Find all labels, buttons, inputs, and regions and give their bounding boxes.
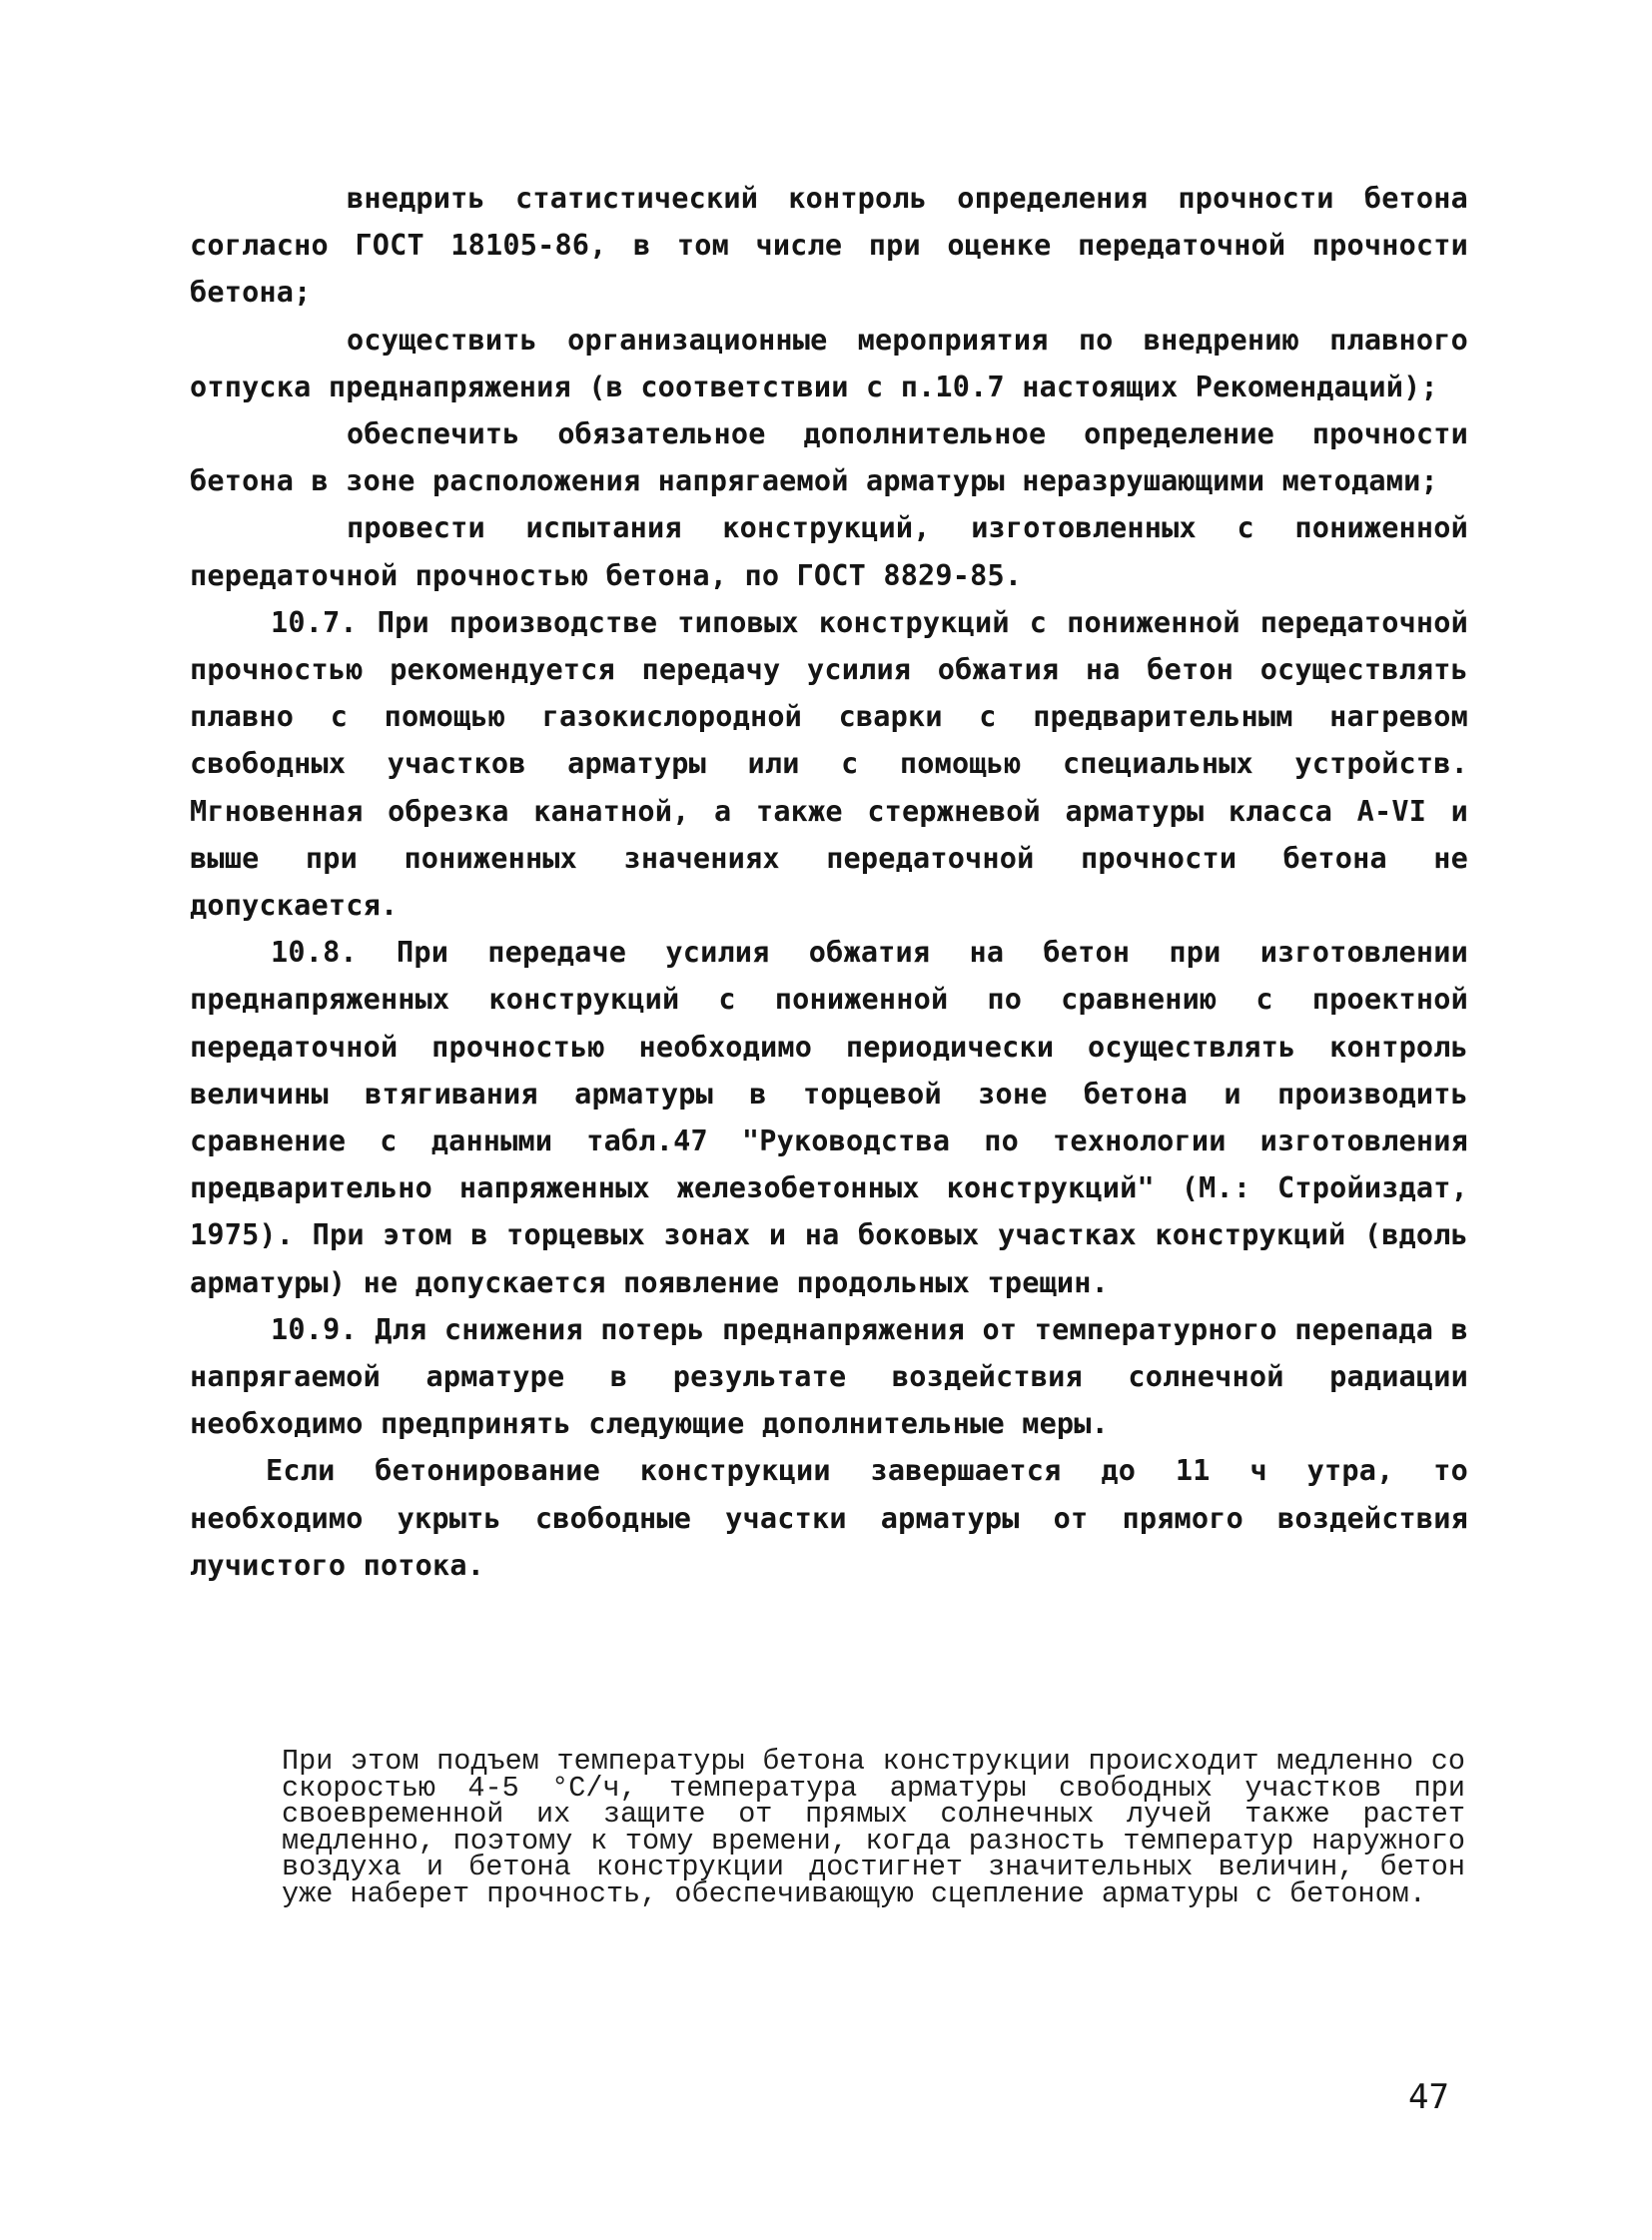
paragraph-testing: провести испытания конструкций, изготовленных с пониженной передаточной прочностью бетона, по ГОСТ 8829-85.: [190, 511, 1468, 592]
paragraph-additional-strength-check: обеспечить обязательное дополнительное определение прочности бетона в зоне расположения напрягаемой арматуры неразрушающими методами;: [190, 417, 1468, 498]
section-10-7: 10.7. При производстве типовых конструкций с пониженной передаточной прочностью рекомендуется передачу усилия обжатия на бетон осуществлять плавно с помощью газокислородной сварки с предварительным нагревом свободных участков арматуры или с помощью специальных устройств. Мгновенная обрезка канатной, а также стержневой арматуры класса А-VI и выше при пониженных значениях передаточной прочности бетона не допускается.: [190, 605, 1468, 923]
paragraph-concreting-before-11: Если бетонирование конструкции завершается до 11 ч утра, то необходимо укрыть свободные участки арматуры от прямого воздействия лучистого потока.: [190, 1454, 1468, 1582]
paragraph-organizational-measures: осуществить организационные мероприятия по внедрению плавного отпуска преднапряжения (в соответствии с п.10.7 настоящих Рекомендаций);: [190, 323, 1468, 403]
section-10-9: 10.9. Для снижения потерь преднапряжения от температурного перепада в напрягаемой арматуре в результате воздействия солнечной радиации необходимо предпринять следующие дополнительные меры.: [190, 1312, 1468, 1441]
paragraph-statistical-control: внедрить статистический контроль определения прочности бетона согласно ГОСТ 18105-86, в том числе при оценке передаточной прочности бетона;: [190, 182, 1468, 310]
page-number: 47: [1408, 2077, 1449, 2117]
note-text: При этом подъем температуры бетона конструкции происходит медленно со скоростью 4-5 °С/ч, температура арматуры свободных участков при своевременной их защите от прямых солнечных лучей также растет медленно, поэтому к тому времени, когда разность температур наружного воздуха и бетона конструкции достигнет значительных величин, бетон уже наберет прочность, обеспечивающую сцепление арматуры с бетоном.: [282, 1745, 1465, 1910]
main-text: [190, 175, 1468, 1589]
section-10-8: 10.8. При передаче усилия обжатия на бетон при изготовлении преднапряженных конструкций с пониженной по сравнению с проектной передаточной прочностью необходимо периодически осуществлять контроль величины втягивания арматуры в торцевой зоне бетона и производить сравнение с данными табл.47 "Руководства по технологии изготовления предварительно напряженных железобетонных конструкций" (М.: Стройиздат, 1975). При этом в торцевых зонах и на боковых участках конструкций (вдоль арматуры) не допускается появление продольных трещин.: [190, 936, 1468, 1299]
